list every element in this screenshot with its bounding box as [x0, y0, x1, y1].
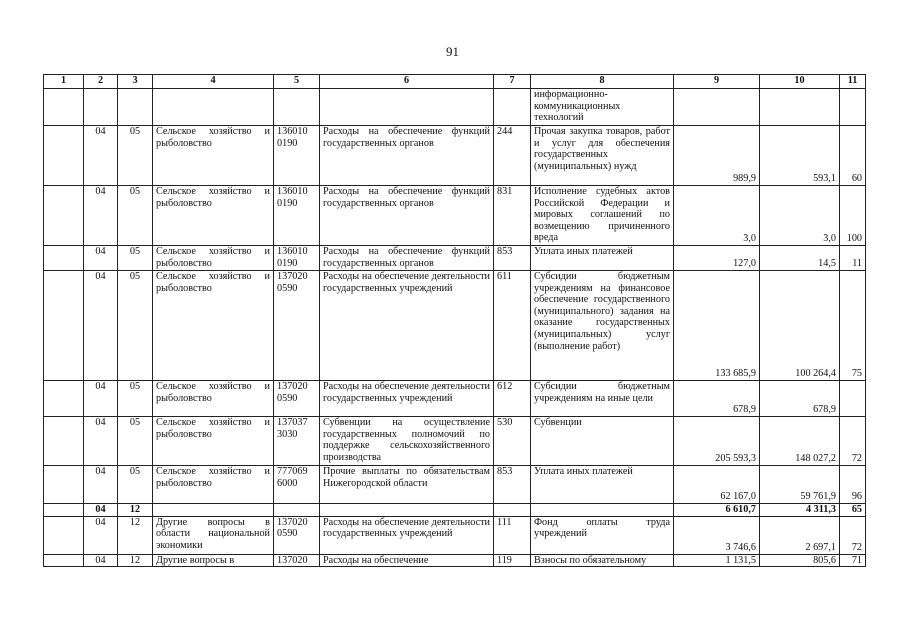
cell-section: 04 [84, 126, 118, 186]
cell-target-code: 137020 0590 [274, 516, 320, 554]
cell-subsection: 05 [118, 126, 153, 186]
cell-expense-name: Фонд оплаты труда учреждений [531, 516, 674, 554]
table-body [44, 89, 866, 567]
cell-section-name [153, 504, 274, 517]
cell-target-name: Расходы на обеспечение функций государственных органов [320, 186, 494, 246]
table-row [44, 186, 866, 246]
table-row [44, 516, 866, 554]
table-row [44, 126, 866, 186]
table-row [44, 271, 866, 381]
col-header-2: 2 [84, 75, 118, 89]
cell-col-1 [44, 126, 84, 186]
cell-executed-amount: 148 027,2 [760, 417, 840, 466]
col-header-9: 9 [674, 75, 760, 89]
subtotal-row [44, 504, 866, 517]
cell-section-name: Сельское хозяйство и рыболовство [153, 246, 274, 271]
cell-execution-percent: 71 [840, 554, 866, 567]
cell-target-code: 136010 0190 [274, 246, 320, 271]
cell-col-1 [44, 186, 84, 246]
cell-target-name: Расходы на обеспечение деятельности государственных учреждений [320, 516, 494, 554]
cell-target-code: 137037 3030 [274, 417, 320, 466]
col-header-8: 8 [531, 75, 674, 89]
cell-target-code: 136010 0190 [274, 186, 320, 246]
cell-execution-percent: 60 [840, 126, 866, 186]
cell-section: 04 [84, 381, 118, 417]
cell-planned-amount: 133 685,9 [674, 271, 760, 381]
cell-expense-type [494, 89, 531, 126]
cell-section-name: Другие вопросы в [153, 554, 274, 567]
cell-expense-type: 119 [494, 554, 531, 567]
cell-target-code [274, 504, 320, 517]
cell-executed-amount: 805,6 [760, 554, 840, 567]
cell-subsection [118, 89, 153, 126]
cell-target-name: Расходы на обеспечение деятельности государственных учреждений [320, 271, 494, 381]
cell-section [84, 89, 118, 126]
cell-expense-name: Взносы по обязательному [531, 554, 674, 567]
cell-section-name: Сельское хозяйство и рыболовство [153, 417, 274, 466]
cell-expense-name: информационно-коммуникационных технологий [531, 89, 674, 126]
cell-section: 04 [84, 417, 118, 466]
cell-col-1 [44, 417, 84, 466]
col-header-4: 4 [153, 75, 274, 89]
table-row [44, 466, 866, 504]
cell-target-name: Расходы на обеспечение деятельности государственных учреждений [320, 381, 494, 417]
cell-section: 04 [84, 246, 118, 271]
cell-execution-percent [840, 89, 866, 126]
cell-planned-amount: 3,0 [674, 186, 760, 246]
budget-table [43, 74, 866, 567]
cell-col-1 [44, 554, 84, 567]
cell-expense-name: Прочая закупка товаров, работ и услуг для обеспечения государственных (муниципальных) нужд [531, 126, 674, 186]
cell-section-name: Сельское хозяйство и рыболовство [153, 271, 274, 381]
cell-target-code: 136010 0190 [274, 126, 320, 186]
cell-subsection: 05 [118, 186, 153, 246]
cell-col-1 [44, 246, 84, 271]
cell-target-name: Расходы на обеспечение [320, 554, 494, 567]
cell-expense-type: 111 [494, 516, 531, 554]
cell-executed-amount [760, 89, 840, 126]
cell-section-name: Сельское хозяйство и рыболовство [153, 466, 274, 504]
cell-col-1 [44, 89, 84, 126]
cell-executed-amount: 4 311,3 [760, 504, 840, 517]
cell-executed-amount: 14,5 [760, 246, 840, 271]
cell-expense-type: 612 [494, 381, 531, 417]
cell-execution-percent: 96 [840, 466, 866, 504]
cell-expense-type: 853 [494, 246, 531, 271]
col-header-3: 3 [118, 75, 153, 89]
cell-section: 04 [84, 186, 118, 246]
cell-section-name: Другие вопросы в области национальной экономики [153, 516, 274, 554]
cell-planned-amount: 989,9 [674, 126, 760, 186]
cell-execution-percent: 75 [840, 271, 866, 381]
cell-target-code: 137020 0590 [274, 381, 320, 417]
cell-executed-amount: 678,9 [760, 381, 840, 417]
cell-expense-name: Исполнение судебных актов Российской Федерации и мировых соглашений по возмещению причиненного вреда [531, 186, 674, 246]
cell-target-name: Прочие выплаты по обязательствам Нижегородской области [320, 466, 494, 504]
cell-section-name: Сельское хозяйство и рыболовство [153, 186, 274, 246]
cell-expense-type: 831 [494, 186, 531, 246]
cell-planned-amount: 678,9 [674, 381, 760, 417]
table-row [44, 89, 866, 126]
cell-planned-amount: 6 610,7 [674, 504, 760, 517]
cell-section-name [153, 89, 274, 126]
cell-subsection: 05 [118, 381, 153, 417]
cell-expense-name: Субвенции [531, 417, 674, 466]
col-header-5: 5 [274, 75, 320, 89]
cell-target-name: Расходы на обеспечение функций государственных органов [320, 246, 494, 271]
cell-planned-amount: 3 746,6 [674, 516, 760, 554]
cell-section-name: Сельское хозяйство и рыболовство [153, 381, 274, 417]
cell-execution-percent: 72 [840, 417, 866, 466]
cell-section: 04 [84, 271, 118, 381]
cell-planned-amount: 1 131,5 [674, 554, 760, 567]
cell-target-code: 137020 [274, 554, 320, 567]
page-number: 91 [446, 44, 459, 59]
cell-planned-amount: 205 593,3 [674, 417, 760, 466]
cell-expense-type: 611 [494, 271, 531, 381]
cell-expense-name: Субсидии бюджетным учреждениям на финансовое обеспечение государственного (муниципального) задания на оказание государственных (муниципальных) услуг (выполнение работ) [531, 271, 674, 381]
cell-subsection: 12 [118, 516, 153, 554]
cell-execution-percent: 65 [840, 504, 866, 517]
cell-subsection: 05 [118, 246, 153, 271]
cell-subsection: 05 [118, 466, 153, 504]
cell-expense-name: Уплата иных платежей [531, 246, 674, 271]
cell-execution-percent [840, 381, 866, 417]
header-row [44, 75, 866, 89]
cell-planned-amount: 127,0 [674, 246, 760, 271]
cell-section: 04 [84, 516, 118, 554]
cell-executed-amount: 3,0 [760, 186, 840, 246]
cell-planned-amount [674, 89, 760, 126]
cell-section: 04 [84, 554, 118, 567]
cell-expense-type: 853 [494, 466, 531, 504]
cell-expense-type: 244 [494, 126, 531, 186]
cell-expense-type: 530 [494, 417, 531, 466]
cell-col-1 [44, 271, 84, 381]
cell-executed-amount: 593,1 [760, 126, 840, 186]
cell-subsection: 05 [118, 271, 153, 381]
col-header-10: 10 [760, 75, 840, 89]
cell-target-name [320, 504, 494, 517]
cell-subsection: 12 [118, 554, 153, 567]
cell-col-1 [44, 466, 84, 504]
col-header-1: 1 [44, 75, 84, 89]
cell-expense-name [531, 504, 674, 517]
cell-col-1 [44, 516, 84, 554]
cell-executed-amount: 59 761,9 [760, 466, 840, 504]
cell-target-name [320, 89, 494, 126]
cell-expense-type [494, 504, 531, 517]
cell-target-code: 137020 0590 [274, 271, 320, 381]
cell-col-1 [44, 381, 84, 417]
cell-execution-percent: 11 [840, 246, 866, 271]
cell-section: 04 [84, 466, 118, 504]
col-header-11: 11 [840, 75, 866, 89]
cell-section: 04 [84, 504, 118, 517]
cell-execution-percent: 100 [840, 186, 866, 246]
cell-execution-percent: 72 [840, 516, 866, 554]
table-row [44, 417, 866, 466]
cell-target-name: Расходы на обеспечение функций государственных органов [320, 126, 494, 186]
table-row [44, 381, 866, 417]
table-row [44, 554, 866, 567]
cell-executed-amount: 2 697,1 [760, 516, 840, 554]
cell-subsection: 12 [118, 504, 153, 517]
cell-target-code: 777069 6000 [274, 466, 320, 504]
cell-col-1 [44, 504, 84, 517]
cell-expense-name: Уплата иных платежей [531, 466, 674, 504]
cell-executed-amount: 100 264,4 [760, 271, 840, 381]
cell-target-code [274, 89, 320, 126]
col-header-6: 6 [320, 75, 494, 89]
cell-target-name: Субвенции на осуществление государственных полномочий по поддержке сельскохозяйственного производства [320, 417, 494, 466]
cell-subsection: 05 [118, 417, 153, 466]
cell-expense-name: Субсидии бюджетным учреждениям на иные цели [531, 381, 674, 417]
col-header-7: 7 [494, 75, 531, 89]
cell-section-name: Сельское хозяйство и рыболовство [153, 126, 274, 186]
cell-planned-amount: 62 167,0 [674, 466, 760, 504]
table-row [44, 246, 866, 271]
